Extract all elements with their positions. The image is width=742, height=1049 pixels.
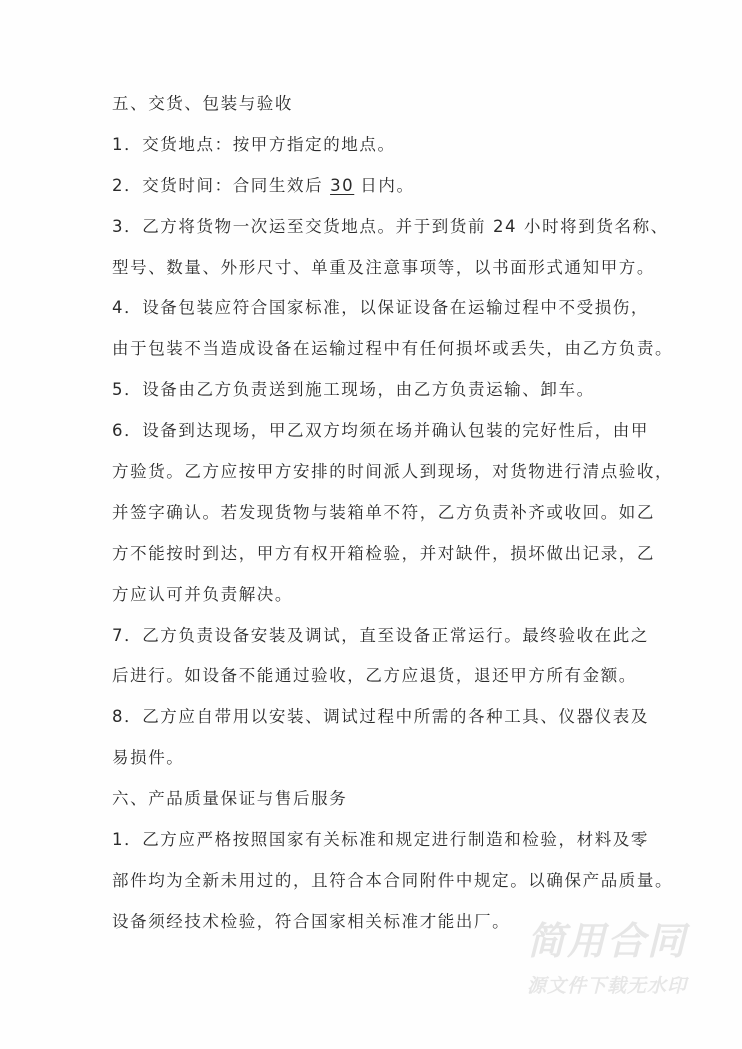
section-heading-delivery: 五、交货、包装与验收 bbox=[112, 94, 293, 113]
packaging-clause-line-2: 由于包装不当造成设备在运输过程中有任何损坏或丢失，由乙方负责。 bbox=[112, 339, 674, 359]
inspection-clause-line-2: 方验货。乙方应按甲方安排的时间派人到现场，对货物进行清点验收， bbox=[112, 462, 674, 482]
inspection-clause-line-1: 6．设备到达现场，甲乙双方均须在场并确认包装的完好性后，由甲 bbox=[112, 421, 649, 441]
quality-clause-line-1: 1．乙方应严格按照国家有关标准和规定进行制造和检验，材料及零 bbox=[112, 830, 649, 850]
delivery-days-value: 30 bbox=[330, 175, 355, 195]
delivery-time-suffix: 日内。 bbox=[360, 175, 415, 195]
section-heading-quality: 六、产品质量保证与售后服务 bbox=[112, 789, 348, 809]
delivery-time-clause bbox=[112, 169, 652, 210]
watermark-brand: 简用合同 bbox=[526, 919, 687, 963]
packaging-clause-line-1: 4．设备包装应符合国家标准，以保证设备在运输过程中不受损伤， bbox=[112, 298, 649, 318]
quality-clause-line-2: 部件均为全新未用过的，且符合本合同附件中规定。以确保产品质量。 bbox=[112, 870, 674, 890]
inspection-clause-line-5: 方应认可并负责解决。 bbox=[112, 584, 293, 604]
delivery-time-prefix: 2．交货时间：合同生效后 bbox=[112, 175, 324, 195]
watermark-tagline: 源文件下载无水印 bbox=[526, 975, 687, 997]
quality-clause-line-3: 设备须经技术检验，符合国家相关标准才能出厂。 bbox=[112, 911, 511, 931]
transport-clause: 5．设备由乙方负责送到施工现场，由乙方负责运输、卸车。 bbox=[112, 380, 595, 400]
installation-clause-line-1: 7．乙方负责设备安装及调试，直至设备正常运行。最终验收在此之 bbox=[112, 625, 649, 645]
tools-clause-line-2: 易损件。 bbox=[112, 748, 185, 768]
watermark bbox=[512, 918, 702, 1000]
delivery-location-clause: 1．交货地点：按甲方指定的地点。 bbox=[112, 134, 396, 154]
notification-clause-line-2: 型号、数量、外形尺寸、单重及注意事项等，以书面形式通知甲方。 bbox=[112, 257, 655, 277]
notification-clause-line-1: 3．乙方将货物一次运至交货地点。并于到货前 24 小时将到货名称、 bbox=[112, 216, 669, 236]
inspection-clause-line-3: 并签字确认。若发现货物与装箱单不符，乙方负责补齐或收回。如乙 bbox=[112, 502, 655, 522]
tools-clause-line-1: 8．乙方应自带用以安装、调试过程中所需的各种工具、仪器仪表及 bbox=[112, 707, 649, 727]
installation-clause-line-2: 后进行。如设备不能通过验收，乙方应退货，退还甲方所有金额。 bbox=[112, 666, 637, 686]
inspection-clause-line-4: 方不能按时到达，甲方有权开箱检验，并对缺件，损坏做出记录，乙 bbox=[112, 543, 655, 563]
